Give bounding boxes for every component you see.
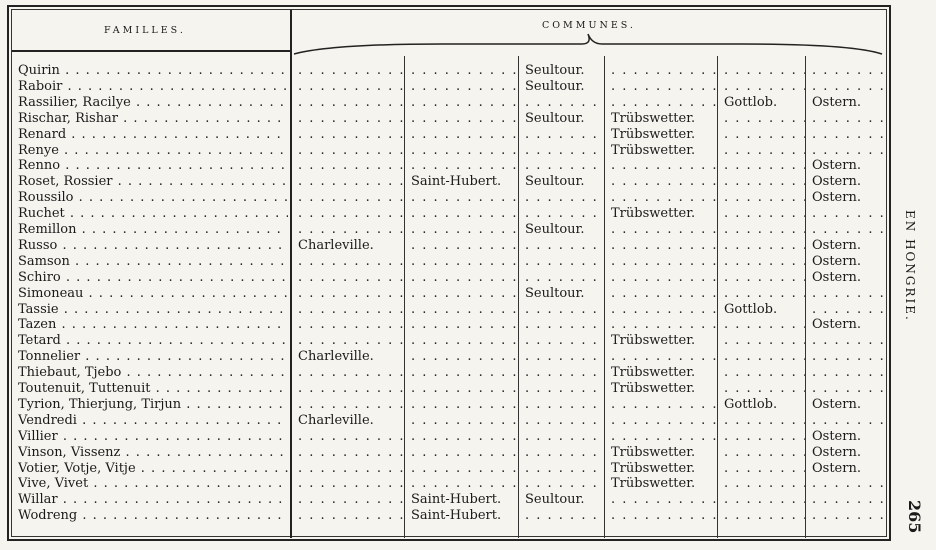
commune-cell: [292, 222, 404, 237]
table-row: [0, 508, 936, 523]
commune-name: Saint-Hubert.: [411, 492, 502, 508]
table-row: [0, 206, 936, 221]
table-row: [0, 254, 936, 269]
commune-cell: [292, 206, 404, 221]
commune-cell: [806, 127, 884, 142]
table-row: [0, 222, 936, 237]
table-row: [0, 63, 936, 78]
commune-cell: [718, 333, 805, 348]
header-communes: COMMUNES.: [542, 20, 636, 31]
commune-cell: [605, 461, 717, 476]
commune-cell: [405, 95, 518, 110]
commune-cell: [605, 349, 717, 364]
family-name: Tonnelier . . .: [18, 349, 288, 364]
commune-cell: [405, 476, 518, 491]
commune-cell: [605, 254, 717, 269]
header-familles: FAMILLES.: [104, 25, 186, 36]
family-name: Wodreng . . .: [18, 508, 288, 523]
commune-cell: [405, 349, 518, 364]
family-name: Toutenuit, Tuttenuit . . .: [18, 381, 288, 396]
commune-cell: [718, 349, 805, 364]
commune-cell: [519, 158, 604, 173]
commune-name: Ostern.: [812, 174, 861, 190]
table-row: [0, 413, 936, 428]
table-row: [0, 302, 936, 317]
commune-name: Seultour.: [525, 222, 585, 237]
commune-cell: [718, 79, 805, 94]
commune-cell: [292, 286, 404, 301]
commune-cell: [292, 95, 404, 110]
commune-name: Ostern.: [812, 94, 861, 110]
table-row: [0, 397, 936, 412]
commune-cell: [292, 174, 404, 189]
commune-name: Ostern.: [812, 269, 861, 285]
commune-cell: [605, 445, 717, 460]
commune-cell: [718, 286, 805, 301]
commune-cell: [605, 95, 717, 110]
commune-cell: [292, 317, 404, 332]
commune-cell: [806, 206, 884, 221]
commune-cell: [519, 333, 604, 348]
commune-cell: [806, 413, 884, 428]
family-name: Vinson, Vissenz . . .: [18, 445, 288, 460]
commune-cell: [292, 445, 404, 460]
commune-cell: [405, 302, 518, 317]
commune-cell: [519, 127, 604, 142]
table-row: [0, 79, 936, 94]
commune-name: Gottlob.: [724, 94, 778, 110]
side-heading: EN HONGRIE.: [903, 210, 917, 322]
commune-name: Ostern.: [812, 428, 861, 444]
commune-cell: [806, 143, 884, 158]
commune-cell: [405, 174, 518, 189]
commune-cell: [405, 63, 518, 78]
commune-name: Seultour.: [525, 174, 585, 190]
commune-name: Seultour.: [525, 110, 585, 126]
family-name: Renye . . .: [18, 143, 288, 158]
commune-cell: [718, 302, 805, 317]
commune-cell: [292, 349, 404, 364]
commune-cell: [405, 381, 518, 396]
table-row: [0, 365, 936, 380]
commune-cell: [718, 63, 805, 78]
table-row: [0, 333, 936, 348]
commune-cell: [806, 174, 884, 189]
commune-name: Trübswetter.: [611, 142, 696, 158]
commune-cell: [718, 445, 805, 460]
commune-cell: [718, 317, 805, 332]
commune-cell: [292, 492, 404, 507]
commune-cell: [718, 397, 805, 412]
commune-cell: [292, 461, 404, 476]
family-name: Villier . . .: [18, 429, 288, 444]
commune-name: Gottlob.: [724, 301, 778, 317]
family-name: Russo . . .: [18, 238, 288, 253]
commune-cell: [605, 222, 717, 237]
commune-cell: [405, 270, 518, 285]
commune-cell: [718, 95, 805, 110]
commune-cell: [519, 286, 604, 301]
commune-cell: [605, 333, 717, 348]
commune-cell: [405, 317, 518, 332]
commune-cell: [806, 476, 884, 491]
commune-cell: [292, 254, 404, 269]
commune-cell: [806, 492, 884, 507]
commune-cell: [519, 270, 604, 285]
commune-cell: [519, 79, 604, 94]
commune-name: Ostern.: [812, 460, 861, 476]
commune-cell: [605, 238, 717, 253]
commune-cell: [292, 381, 404, 396]
commune-cell: [806, 63, 884, 78]
commune-cell: [718, 190, 805, 205]
family-name: Roset, Rossier . . .: [18, 174, 288, 189]
family-name: Tazen . . .: [18, 317, 288, 332]
table-row: [0, 111, 936, 126]
commune-cell: [405, 365, 518, 380]
commune-cell: [519, 222, 604, 237]
commune-cell: [405, 254, 518, 269]
commune-cell: [605, 190, 717, 205]
family-name: Rischar, Rishar . . .: [18, 111, 288, 126]
commune-cell: [405, 286, 518, 301]
commune-cell: [806, 317, 884, 332]
commune-cell: [806, 429, 884, 444]
commune-cell: [718, 143, 805, 158]
family-name: Vive, Vivet . . .: [18, 476, 288, 491]
commune-cell: [718, 206, 805, 221]
commune-cell: [519, 413, 604, 428]
commune-name: Trübswetter.: [611, 110, 696, 126]
family-name: Roussilo . . .: [18, 190, 288, 205]
family-name: Remillon . . .: [18, 222, 288, 237]
table-row: [0, 492, 936, 507]
commune-cell: [806, 365, 884, 380]
family-name: Vendredi . . .: [18, 413, 288, 428]
family-name: Willar . . .: [18, 492, 288, 507]
commune-cell: [405, 206, 518, 221]
commune-cell: [718, 461, 805, 476]
commune-cell: [519, 349, 604, 364]
commune-cell: [519, 429, 604, 444]
commune-cell: [718, 222, 805, 237]
family-name: Ruchet . . .: [18, 206, 288, 221]
family-name: Renard . . .: [18, 127, 288, 142]
commune-cell: [806, 190, 884, 205]
commune-cell: [806, 79, 884, 94]
commune-name: Ostern.: [812, 444, 861, 460]
commune-cell: [519, 302, 604, 317]
family-name: Quirin . . .: [18, 63, 288, 78]
commune-name: Trübswetter.: [611, 126, 696, 142]
commune-cell: [605, 492, 717, 507]
commune-name: Seultour.: [525, 492, 585, 508]
commune-cell: [292, 365, 404, 380]
commune-name: Trübswetter.: [611, 333, 696, 349]
header-brace-communes: [292, 30, 884, 60]
family-name: Thiebaut, Tjebo . . .: [18, 365, 288, 380]
commune-name: Saint-Hubert.: [411, 508, 502, 524]
commune-cell: [605, 143, 717, 158]
commune-cell: [806, 397, 884, 412]
commune-cell: [806, 270, 884, 285]
commune-name: Seultour.: [525, 63, 585, 78]
commune-name: Charleville.: [298, 412, 374, 428]
commune-cell: [605, 174, 717, 189]
commune-cell: [605, 158, 717, 173]
commune-cell: [605, 317, 717, 332]
commune-cell: [519, 111, 604, 126]
family-name: Renno . . .: [18, 158, 288, 173]
commune-cell: [519, 238, 604, 253]
commune-cell: [405, 333, 518, 348]
commune-cell: [605, 286, 717, 301]
commune-cell: [292, 270, 404, 285]
commune-name: Seultour.: [525, 78, 585, 94]
family-name: Schiro . . .: [18, 270, 288, 285]
commune-name: Trübswetter.: [611, 365, 696, 381]
commune-cell: [806, 254, 884, 269]
table-row: [0, 445, 936, 460]
commune-cell: [806, 508, 884, 523]
table-row: [0, 270, 936, 285]
table-row: [0, 349, 936, 364]
commune-name: Trübswetter.: [611, 381, 696, 396]
commune-cell: [806, 461, 884, 476]
table-row: [0, 158, 936, 173]
commune-cell: [519, 492, 604, 507]
commune-cell: [806, 286, 884, 301]
commune-cell: [405, 429, 518, 444]
family-name: Votier, Votje, Vitje . . .: [18, 461, 288, 476]
commune-cell: [292, 127, 404, 142]
commune-cell: [405, 413, 518, 428]
family-name: Tassie . . .: [18, 302, 288, 317]
commune-cell: [718, 127, 805, 142]
commune-cell: [519, 174, 604, 189]
commune-cell: [519, 508, 604, 523]
commune-cell: [519, 95, 604, 110]
family-name: Raboir . . .: [18, 79, 288, 94]
commune-cell: [519, 381, 604, 396]
commune-cell: [519, 365, 604, 380]
commune-cell: [405, 127, 518, 142]
commune-cell: [718, 238, 805, 253]
commune-cell: [405, 222, 518, 237]
commune-cell: [806, 95, 884, 110]
commune-name: Charleville.: [298, 237, 374, 253]
table-row: [0, 317, 936, 332]
commune-cell: [718, 508, 805, 523]
commune-name: Trübswetter.: [611, 476, 696, 492]
commune-cell: [806, 238, 884, 253]
commune-name: Ostern.: [812, 396, 861, 412]
commune-name: Ostern.: [812, 158, 861, 174]
commune-cell: [718, 476, 805, 491]
header-underline-familles: [12, 50, 290, 52]
commune-cell: [718, 365, 805, 380]
commune-name: Trübswetter.: [611, 444, 696, 460]
commune-cell: [718, 254, 805, 269]
commune-name: Seultour.: [525, 285, 585, 301]
commune-cell: [806, 222, 884, 237]
commune-cell: [292, 190, 404, 205]
commune-cell: [292, 238, 404, 253]
commune-cell: [405, 238, 518, 253]
commune-cell: [605, 413, 717, 428]
table-row: [0, 476, 936, 491]
commune-cell: [806, 333, 884, 348]
commune-cell: [605, 381, 717, 396]
commune-cell: [605, 63, 717, 78]
commune-cell: [519, 190, 604, 205]
commune-cell: [292, 111, 404, 126]
commune-cell: [405, 492, 518, 507]
commune-cell: [806, 445, 884, 460]
page-number: 265: [905, 500, 924, 534]
commune-name: Ostern.: [812, 317, 861, 333]
commune-cell: [292, 397, 404, 412]
commune-name: Ostern.: [812, 190, 861, 206]
commune-cell: [718, 413, 805, 428]
commune-cell: [605, 397, 717, 412]
table-row: [0, 286, 936, 301]
commune-cell: [806, 111, 884, 126]
commune-cell: [605, 206, 717, 221]
commune-name: Saint-Hubert.: [411, 174, 502, 190]
commune-cell: [292, 79, 404, 94]
commune-name: Gottlob.: [724, 396, 778, 412]
commune-cell: [292, 158, 404, 173]
table-row: [0, 95, 936, 110]
table-row: [0, 461, 936, 476]
table-row: [0, 238, 936, 253]
commune-cell: [718, 492, 805, 507]
commune-cell: [292, 508, 404, 523]
commune-cell: [292, 143, 404, 158]
commune-cell: [806, 302, 884, 317]
commune-cell: [605, 270, 717, 285]
commune-cell: [718, 174, 805, 189]
commune-cell: [405, 143, 518, 158]
table-row: [0, 127, 936, 142]
commune-cell: [605, 302, 717, 317]
commune-cell: [605, 127, 717, 142]
commune-cell: [292, 302, 404, 317]
commune-cell: [605, 429, 717, 444]
table-row: [0, 143, 936, 158]
commune-name: Charleville.: [298, 349, 374, 365]
commune-cell: [718, 270, 805, 285]
family-name: Tetard . . .: [18, 333, 288, 348]
commune-cell: [519, 63, 604, 78]
commune-cell: [519, 254, 604, 269]
commune-name: Ostern.: [812, 237, 861, 253]
family-name: Tyrion, Thierjung, Tirjun . . .: [18, 397, 288, 412]
commune-cell: [519, 445, 604, 460]
commune-cell: [519, 317, 604, 332]
commune-name: Trübswetter.: [611, 460, 696, 476]
commune-cell: [405, 461, 518, 476]
commune-cell: [405, 158, 518, 173]
commune-cell: [718, 381, 805, 396]
commune-cell: [718, 111, 805, 126]
commune-cell: [605, 365, 717, 380]
commune-cell: [605, 111, 717, 126]
commune-cell: [519, 397, 604, 412]
commune-cell: [605, 508, 717, 523]
commune-name: Ostern.: [812, 253, 861, 269]
commune-cell: [292, 63, 404, 78]
commune-cell: [806, 349, 884, 364]
commune-cell: [806, 381, 884, 396]
family-name: Rassilier, Racilye . . .: [18, 95, 288, 110]
family-name: Samson . . .: [18, 254, 288, 269]
table-row: [0, 429, 936, 444]
commune-cell: [405, 79, 518, 94]
commune-cell: [292, 429, 404, 444]
commune-cell: [405, 508, 518, 523]
commune-cell: [806, 158, 884, 173]
commune-cell: [718, 158, 805, 173]
table-row: [0, 174, 936, 189]
commune-cell: [605, 476, 717, 491]
commune-cell: [292, 476, 404, 491]
commune-cell: [405, 190, 518, 205]
commune-name: Trübswetter.: [611, 206, 696, 222]
family-name: Simoneau . . .: [18, 286, 288, 301]
commune-cell: [605, 79, 717, 94]
commune-cell: [405, 397, 518, 412]
commune-cell: [292, 333, 404, 348]
commune-cell: [292, 413, 404, 428]
commune-cell: [519, 143, 604, 158]
commune-cell: [519, 206, 604, 221]
commune-cell: [405, 445, 518, 460]
table-row: [0, 190, 936, 205]
commune-cell: [519, 461, 604, 476]
commune-cell: [718, 429, 805, 444]
commune-cell: [519, 476, 604, 491]
commune-cell: [405, 111, 518, 126]
table-row: [0, 381, 936, 396]
